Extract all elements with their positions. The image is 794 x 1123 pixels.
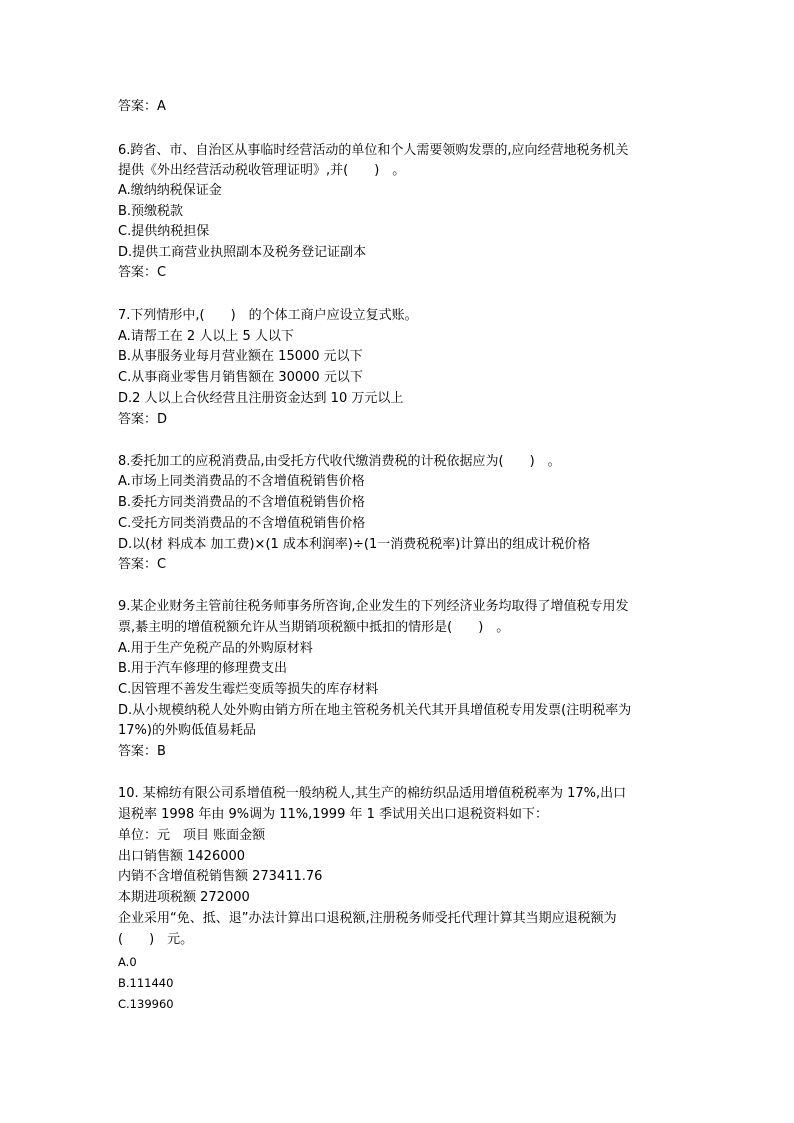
q8-option-d: D.以(材 料成本 加工费)×(1 成本利润率)÷(1一消费税税率)计算出的组成计税价格 [118,537,591,552]
q7-option-d: D.2 人以上合伙经营且注册资金达到 10 万元以上 [118,391,404,406]
q7-option-a: A.请帮工在 2 人以上 5 人以下 [118,329,294,344]
q10-stem-line-3: 企业采用“免、抵、退”办法计算出口退税额,注册税务师受托代理计算其当期应退税额为 [118,911,617,926]
q6-answer: 答案：C [118,265,167,280]
q10-stem-line-4: ( ) 元。 [118,932,194,947]
q8-option-b: B.委托方同类消费品的不含增值税销售价格 [118,495,366,510]
q10-stem-line-1: 10. 某棉纺有限公司系增值税一般纳税人,其生产的棉纺织品适用增值税税率为 17%,出口 [118,786,627,801]
answer-q5: 答案：A [118,99,166,114]
q8-stem-line-1: 8.委托加工的应税消费品,由受托方代收代缴消费税的计税依据应为( ) 。 [118,454,561,469]
q6-option-b: B.预缴税款 [118,204,184,219]
q7-option-c: C.从事商业零售月销售额在 30000 元以下 [118,370,363,385]
q6-option-a: A.缴纳纳税保证金 [118,183,222,198]
q10-row-export-sales: 出口销售额 1426000 [118,849,246,864]
q8-option-a: A.市场上同类消费品的不含增值税销售价格 [118,474,365,489]
q10-option-b: B.111440 [118,976,174,990]
q6-stem-line-1: 6.跨省、市、自治区从事临时经营活动的单位和个人需要领购发票的,应向经营地税务机关 [118,143,629,158]
q9-option-c: C.因管理不善发生霉烂变质等损失的库存材料 [118,682,379,697]
q9-option-a: A.用于生产免税产品的外购原材料 [118,641,313,656]
q7-answer: 答案：D [118,412,168,427]
q10-table-header: 单位：元 项目 账面金额 [118,828,266,843]
q10-option-c: C.139960 [118,997,174,1011]
q8-option-c: C.受托方同类消费品的不含增值税销售价格 [118,516,366,531]
q6-stem-line-2: 提供《外出经营活动税收管理证明》,并( ) 。 [118,163,406,178]
q9-option-d: D.从小规模纳税人处外购由销方所在地主管税务机关代其开具增值税专用发票(注明税率为 [118,703,632,718]
q9-option-d-cont: 17%)的外购低值易耗品 [118,723,256,738]
q10-row-input-tax: 本期进项税额 272000 [118,890,250,905]
q9-answer: 答案：B [118,744,166,759]
q10-stem-line-2: 退税率 1998 年由 9%调为 11%,1999 年 1 季试用关出口退税资料如下： [118,807,549,822]
q7-option-b: B.从事服务业每月营业额在 15000 元以下 [118,349,363,364]
q7-stem-line-1: 7.下列情形中,( ) 的个体工商户应设立复式账。 [118,308,418,323]
q9-stem-line-2: 票,綦主明的增值税额允许从当期销项税额中抵扣的情形是( ) 。 [118,620,510,635]
q9-stem-line-1: 9.某企业财务主管前往税务师事务所咨询,企业发生的下列经济业务均取得了增值税专用发 [118,599,629,614]
q9-option-b: B.用于汽车修理的修理费支出 [118,661,288,676]
q8-answer: 答案：C [118,557,167,572]
q6-option-c: C.提供纳税担保 [118,224,210,239]
q10-row-domestic-sales: 内销不含增值税销售额 273411.76 [118,869,323,884]
q10-option-a: A.0 [118,955,137,969]
q6-option-d: D.提供工商营业执照副本及税务登记证副本 [118,245,367,260]
